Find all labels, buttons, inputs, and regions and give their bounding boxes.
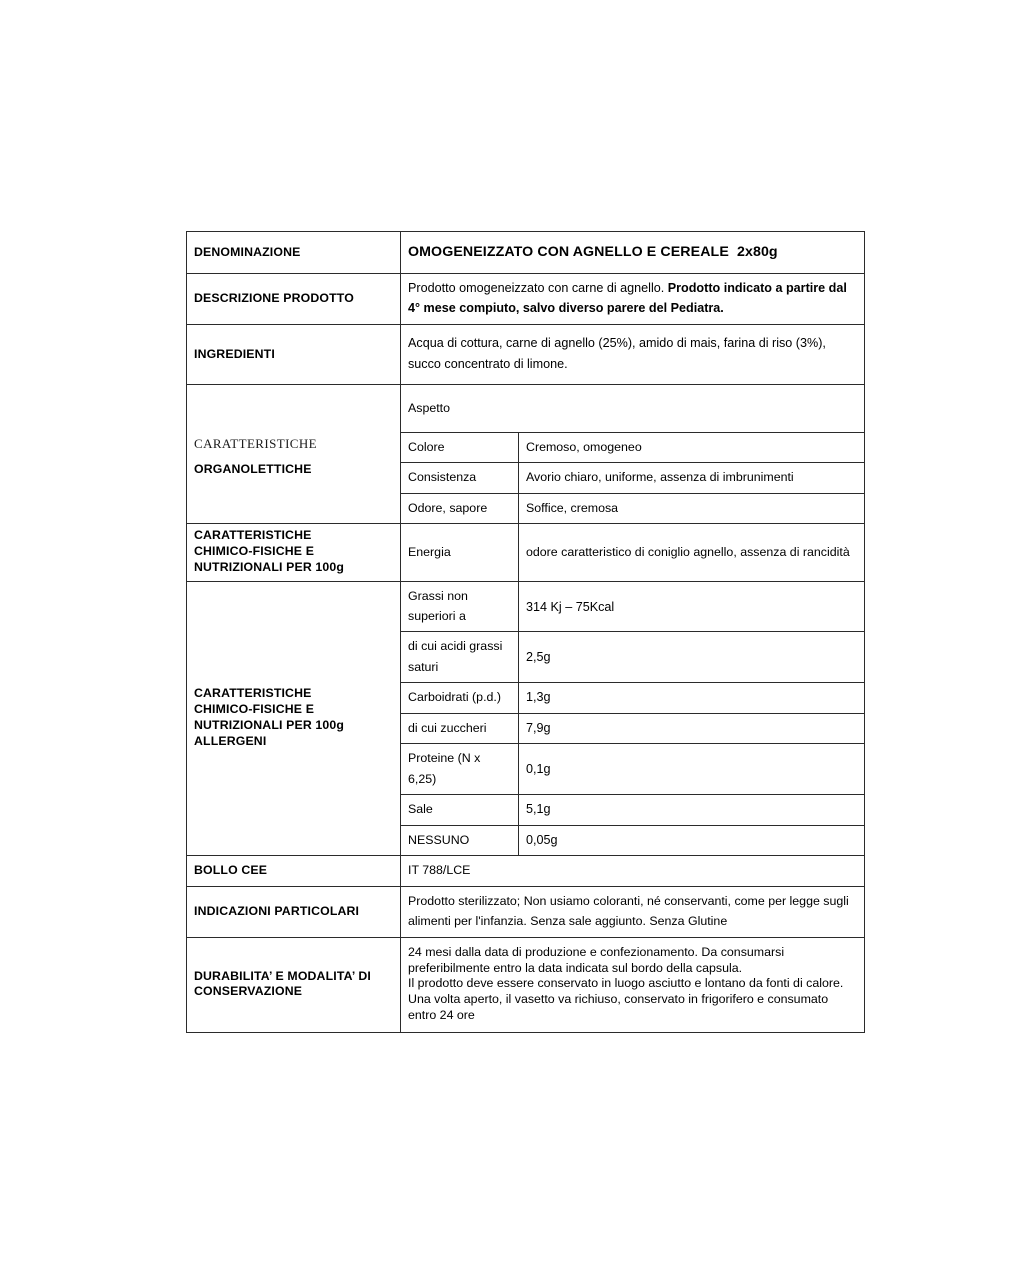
cell-nutrient-value: 2,5g xyxy=(519,632,865,683)
cell-organolettiche-value: Avorio chiaro, uniforme, assenza di imbrunimenti xyxy=(519,463,865,493)
descrizione-text-bold: Prodotto indicato a partire dal 4° mese compiuto, salvo diverso parere del Pediatra. xyxy=(408,281,847,316)
row-value-indicazioni: Prodotto sterilizzato; Non usiamo coloranti, né conservanti, come per legge sugli alimenti per l'infanzia. Senza sale aggiunto. Senza Glutine xyxy=(401,886,865,937)
table-row-bollo-cee xyxy=(187,856,865,886)
cell-nutrient-value: 5,1g xyxy=(519,795,865,825)
table-row-chimico-fisiche-energia xyxy=(187,524,865,581)
table-row-organolettiche-aspetto xyxy=(187,384,865,432)
cell-nutrient-name: Grassi non superiori a xyxy=(401,581,519,632)
table-row-indicazioni xyxy=(187,886,865,937)
cell-nutrient-name: Proteine (N x 6,25) xyxy=(401,744,519,795)
cell-organolettiche-value: Cremoso, omogeneo xyxy=(519,432,865,462)
cell-nutrient-name: di cui zuccheri xyxy=(401,713,519,743)
product-spec-table xyxy=(186,231,865,1033)
cell-aspetto-label: Aspetto xyxy=(401,384,865,432)
cell-nutrient-name: Carboidrati (p.d.) xyxy=(401,683,519,713)
cell-nutrient-value: 7,9g xyxy=(519,713,865,743)
cell-nutrient-name: NESSUNO xyxy=(401,825,519,855)
row-value-descrizione xyxy=(401,274,865,325)
cell-organolettiche-name: Odore, sapore xyxy=(401,493,519,523)
row-label-ingredienti: INGREDIENTI xyxy=(187,324,401,384)
cell-nutrient-value: 314 Kj – 75Kcal xyxy=(519,581,865,632)
cell-energia-value: odore caratteristico di coniglio agnello, assenza di rancidità xyxy=(519,524,865,581)
cell-nutrient-value: 1,3g xyxy=(519,683,865,713)
cell-organolettiche-name: Colore xyxy=(401,432,519,462)
cell-nutrient-value: 0,1g xyxy=(519,744,865,795)
row-label-durabilita: DURABILITA’ E MODALITA’ DI CONSERVAZIONE xyxy=(187,937,401,1032)
table-row-descrizione xyxy=(187,274,865,325)
row-value-ingredienti: Acqua di cottura, carne di agnello (25%), amido di mais, farina di riso (3%), succo concentrato di limone. xyxy=(401,324,865,384)
row-value-bollo-cee: IT 788/LCE xyxy=(401,856,865,886)
row-label-denominazione: DENOMINAZIONE xyxy=(187,232,401,274)
row-label-indicazioni: INDICAZIONI PARTICOLARI xyxy=(187,886,401,937)
cell-nutrient-value: 0,05g xyxy=(519,825,865,855)
cell-organolettiche-name: Consistenza xyxy=(401,463,519,493)
cell-energia-label: Energia xyxy=(401,524,519,581)
row-value-durabilita xyxy=(401,937,865,1032)
row-label-chimico-fisiche: CARATTERISTICHE CHIMICO-FISICHE E NUTRIZIONALI PER 100g xyxy=(187,524,401,581)
table-row-grassi xyxy=(187,581,865,632)
row-label-organolettiche: CARATTERISTICHE ORGANOLETTICHE xyxy=(187,384,401,523)
cell-nutrient-name: di cui acidi grassi saturi xyxy=(401,632,519,683)
row-label-bollo-cee: BOLLO CEE xyxy=(187,856,401,886)
durabilita-paragraph-2: Il prodotto deve essere conservato in luogo asciutto e lontano da fonti di calore. Una volta aperto, il vasetto va richiuso, conservato in frigorifero e consumato entro 24 ore xyxy=(408,976,844,1023)
row-value-denominazione: OMOGENEIZZATO CON AGNELLO E CEREALE 2x80g xyxy=(401,232,865,274)
cell-nutrient-name: Sale xyxy=(401,795,519,825)
table-row-durabilita xyxy=(187,937,865,1032)
row-label-descrizione: DESCRIZIONE PRODOTTO xyxy=(187,274,401,325)
row-label-allergeni: CARATTERISTICHE CHIMICO-FISICHE E NUTRIZIONALI PER 100g ALLERGENI xyxy=(187,581,401,856)
descrizione-text-normal: Prodotto omogeneizzato con carne di agnello. xyxy=(408,281,668,295)
table-row-denominazione xyxy=(187,232,865,274)
cell-organolettiche-value: Soffice, cremosa xyxy=(519,493,865,523)
durabilita-paragraph-1: 24 mesi dalla data di produzione e confezionamento. Da consumarsi preferibilmente entro la data indicata sul bordo della capsula. xyxy=(408,944,785,975)
table-row-ingredienti xyxy=(187,324,865,384)
